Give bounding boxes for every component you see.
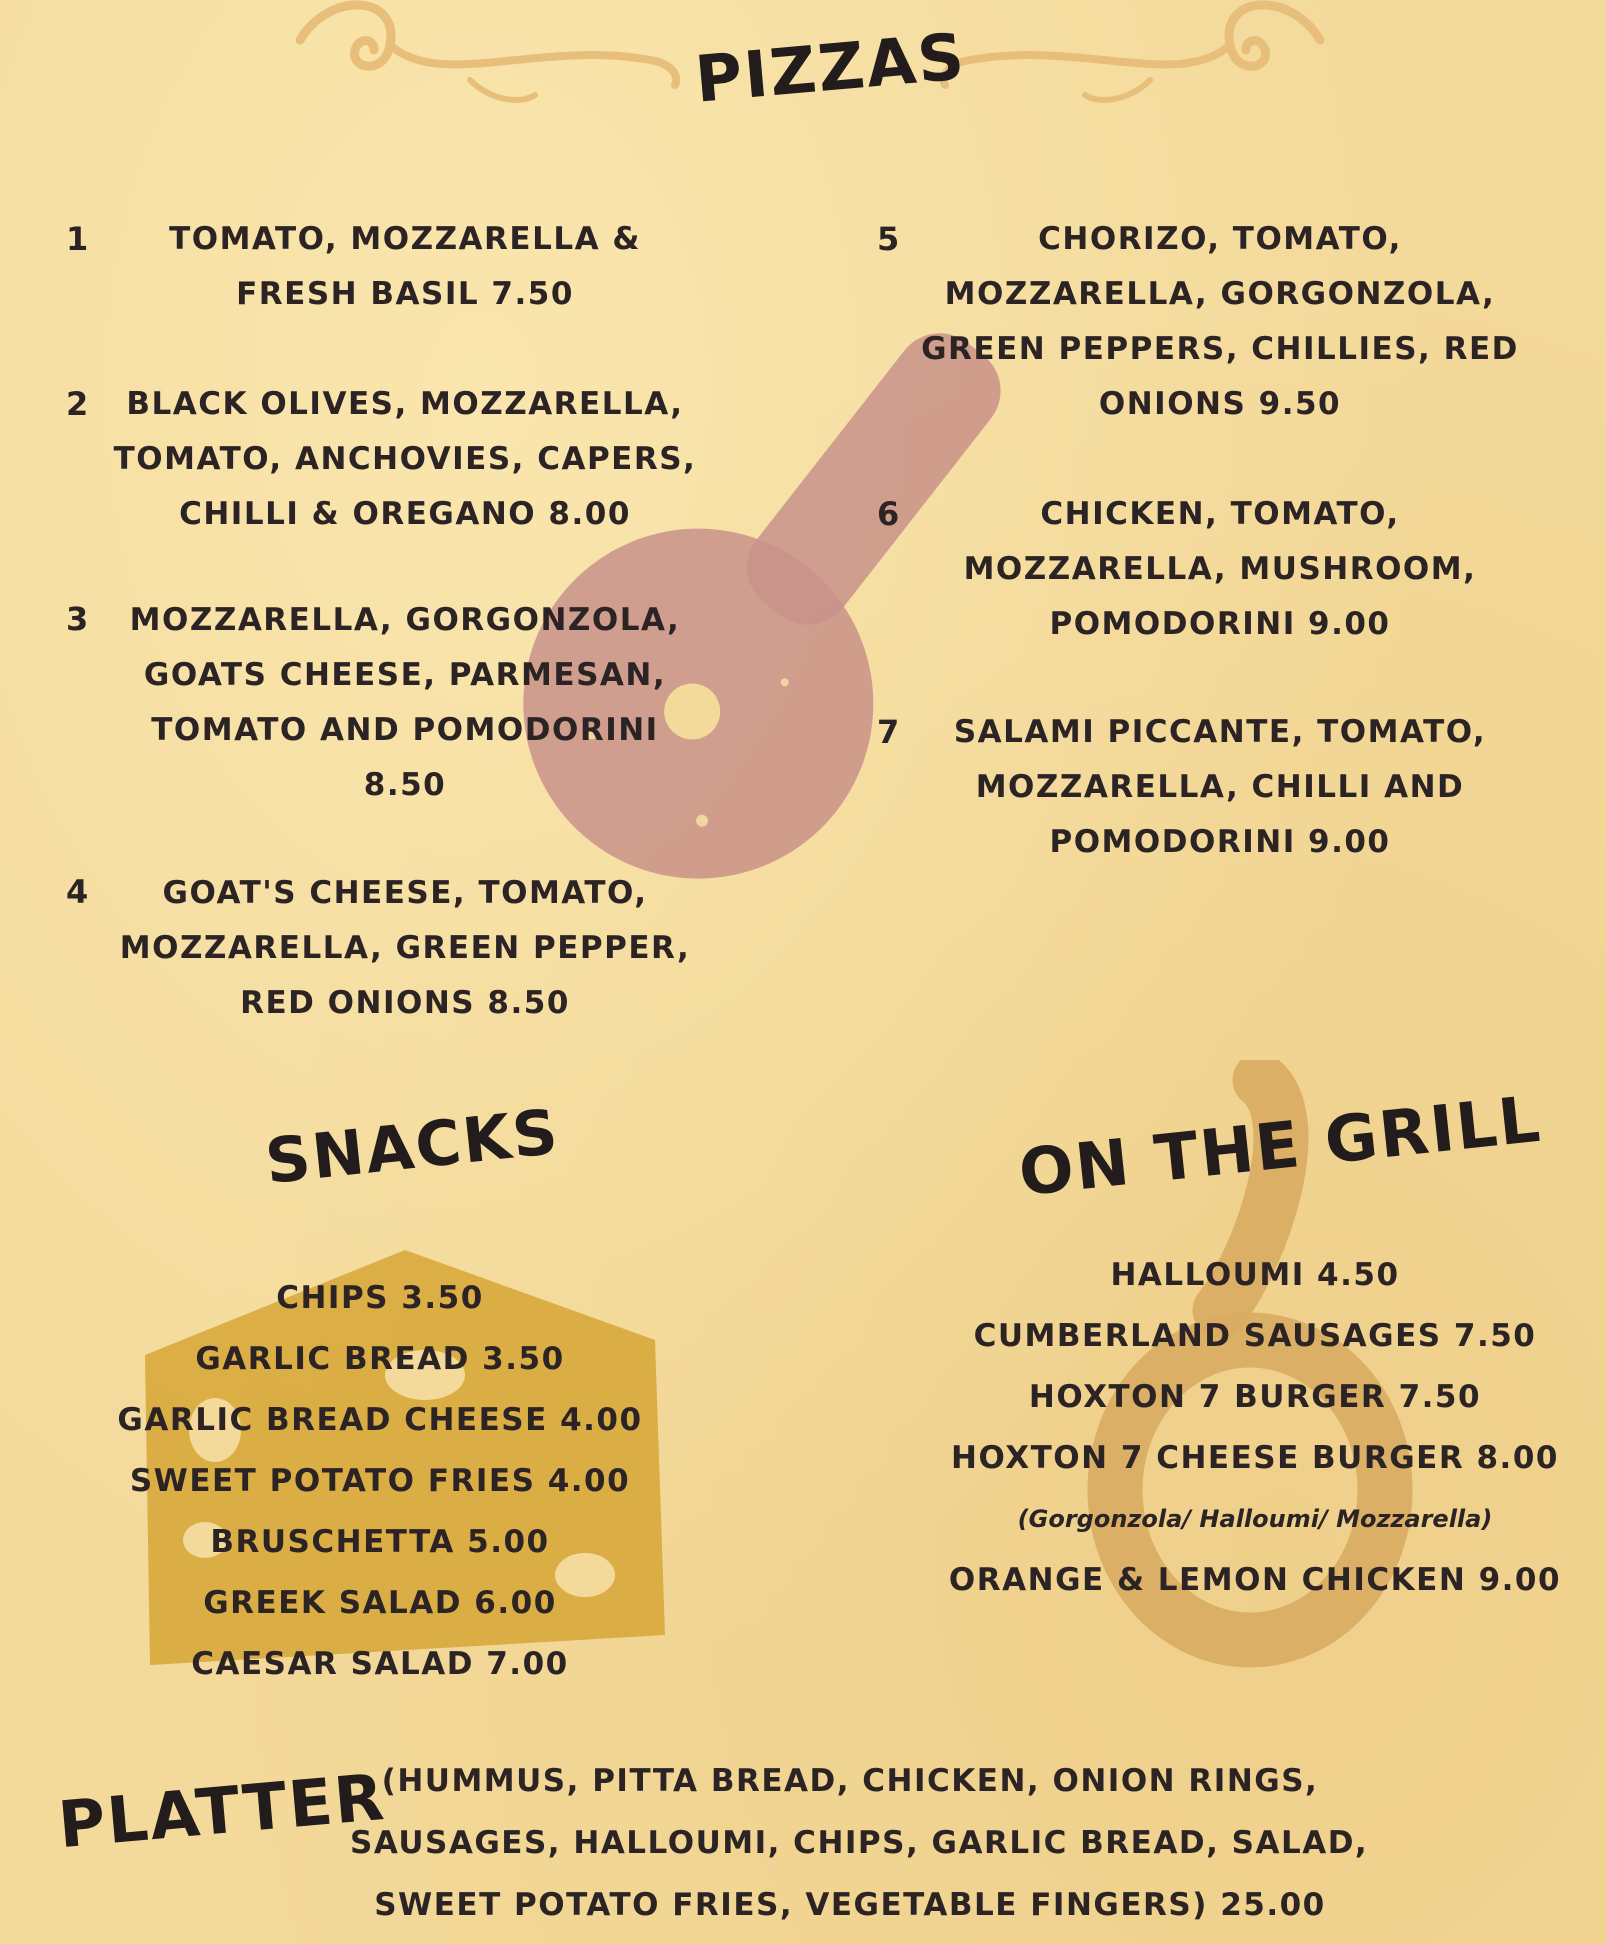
pizza-1-description	[110, 212, 700, 322]
pizza-4-number: 4	[66, 873, 89, 911]
snack-item: BRUSCHETTA 5.00	[210, 1524, 550, 1560]
pizza-3-description	[110, 593, 700, 813]
platter-line: SAUSAGES, HALLOUMI, CHIPS, GARLIC BREAD, SALAD,	[350, 1825, 1369, 1861]
pizza-3-line: 8.50	[363, 767, 447, 803]
grill-cheese-note: (Gorgonzola/ Halloumi/ Mozzarella)	[1017, 1505, 1493, 1533]
pizza-1-number: 1	[66, 220, 89, 258]
pizza-2-line: CHILLI & OREGANO 8.00	[179, 496, 631, 532]
pizza-1-line: FRESH BASIL 7.50	[236, 276, 574, 312]
pizza-5-number: 5	[877, 220, 900, 258]
pizza-2-description	[110, 377, 700, 542]
pizza-5-description	[915, 212, 1525, 432]
pizzas-heading: PIZZAS	[692, 20, 969, 118]
grill-list	[935, 1245, 1575, 1611]
snack-item: GREEK SALAD 6.00	[203, 1585, 557, 1621]
scroll-ornament-icon	[930, 0, 1330, 120]
pizza-3-line: TOMATO AND POMODORINI	[151, 712, 659, 748]
grill-item: CUMBERLAND SAUSAGES 7.50	[973, 1318, 1537, 1354]
grill-item: HALLOUMI 4.50	[1110, 1257, 1400, 1293]
platter-line: SWEET POTATO FRIES, VEGETABLE FINGERS) 25.00	[374, 1887, 1326, 1923]
snacks-list	[110, 1268, 650, 1695]
pizza-7-line: SALAMI PICCANTE, TOMATO,	[953, 714, 1487, 750]
snack-item: GARLIC BREAD CHEESE 4.00	[117, 1402, 643, 1438]
pizza-6-number: 6	[877, 495, 900, 533]
platter-heading: PLATTER	[55, 1760, 389, 1864]
pizza-5-line: GREEN PEPPERS, CHILLIES, RED	[921, 331, 1519, 367]
platter-line: (HUMMUS, PITTA BREAD, CHICKEN, ONION RINGS,	[381, 1763, 1319, 1799]
pizza-5-line: ONIONS 9.50	[1098, 386, 1342, 422]
scroll-ornament-icon	[290, 0, 690, 120]
pizza-5-line: CHORIZO, TOMATO,	[1038, 221, 1402, 257]
grill-item: ORANGE & LEMON CHICKEN 9.00	[948, 1562, 1562, 1598]
pizza-1-line: TOMATO, MOZZARELLA &	[169, 221, 641, 257]
pizza-6-line: POMODORINI 9.00	[1049, 606, 1391, 642]
pizza-4-line: GOAT'S CHEESE, TOMATO,	[162, 875, 648, 911]
pizza-5-line: MOZZARELLA, GORGONZOLA,	[944, 276, 1496, 312]
pizza-6-line: MOZZARELLA, MUSHROOM,	[963, 551, 1477, 587]
pizza-7-number: 7	[877, 713, 900, 751]
grill-heading: ON THE GRILL	[1015, 1082, 1546, 1212]
pizza-4-line: MOZZARELLA, GREEN PEPPER,	[119, 930, 691, 966]
snack-item: SWEET POTATO FRIES 4.00	[129, 1463, 631, 1499]
pizza-7-description	[915, 705, 1525, 870]
grill-item: HOXTON 7 CHEESE BURGER 8.00	[951, 1440, 1559, 1476]
pizza-2-line: BLACK OLIVES, MOZZARELLA,	[126, 386, 684, 422]
snacks-heading: SNACKS	[261, 1094, 563, 1199]
pizza-7-line: POMODORINI 9.00	[1049, 824, 1391, 860]
grill-item: HOXTON 7 BURGER 7.50	[1028, 1379, 1482, 1415]
snack-item: GARLIC BREAD 3.50	[195, 1341, 565, 1377]
pizza-3-line: MOZZARELLA, GORGONZOLA,	[129, 602, 681, 638]
pizza-4-description	[110, 866, 700, 1031]
pizza-2-number: 2	[66, 385, 89, 423]
platter-description	[350, 1750, 1369, 1936]
pizza-6-line: CHICKEN, TOMATO,	[1040, 496, 1400, 532]
pizza-3-line: GOATS CHEESE, PARMESAN,	[143, 657, 667, 693]
snack-item: CAESAR SALAD 7.00	[191, 1646, 569, 1682]
pizza-2-line: TOMATO, ANCHOVIES, CAPERS,	[113, 441, 697, 477]
pizza-3-number: 3	[66, 600, 89, 638]
pizza-7-line: MOZZARELLA, CHILLI AND	[975, 769, 1465, 805]
pizza-6-description	[915, 487, 1525, 652]
pizza-4-line: RED ONIONS 8.50	[240, 985, 570, 1021]
snack-item: CHIPS 3.50	[276, 1280, 484, 1316]
